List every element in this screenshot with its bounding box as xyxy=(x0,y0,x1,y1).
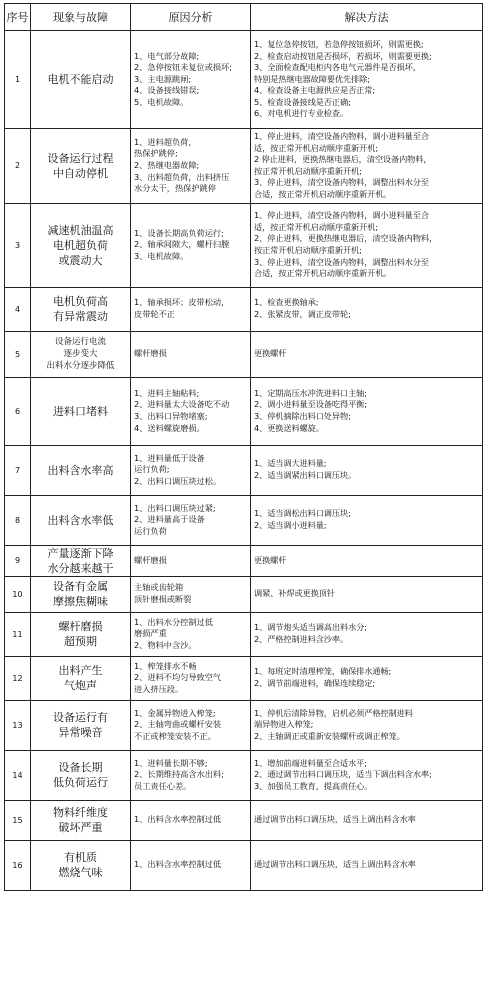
row-number: 2 xyxy=(5,129,31,204)
cause-cell: 螺杆磨损 xyxy=(131,545,251,576)
header-solution: 解决方法 xyxy=(251,4,483,31)
solution-cell: 更换螺杆 xyxy=(251,331,483,377)
solution-cell: 1、复位急停按钮，若急停按钮损坏，则需更换; 2、检查启动按钮是否损坏，若损坏，则需要更换; 3、全面检查配电柜内各电气元器件是否损坏， 特别是热继电器故障要优先排除; 4、检查设备主电源供应是否正常; 5、检查设备接线是否正确; 6、对电机进行专业检查。 xyxy=(251,31,483,129)
row-number: 12 xyxy=(5,656,31,700)
row-number: 4 xyxy=(5,287,31,331)
solution-cell: 通过调节出料口调压块，适当上调出料含水率 xyxy=(251,840,483,890)
cause-cell: 1、电气部分故障; 2、急停按钮未复位或损坏; 3、主电源跳闸; 4、设备接线错误; 5、电机故障。 xyxy=(131,31,251,129)
row-number: 1 xyxy=(5,31,31,129)
solution-cell: 1、停机后清除异物，启机必须严格控制进料 端异物进入榨笼; 2、主轴调正或重新安装螺杆或调正榨笼。 xyxy=(251,700,483,750)
symptom-cell: 电机负荷高 有异常震动 xyxy=(31,287,131,331)
table-row xyxy=(5,287,483,331)
cause-cell: 1、进料量长期不够; 2、长期维持高含水出料; 员工责任心差。 xyxy=(131,750,251,800)
table-row xyxy=(5,800,483,840)
row-number: 14 xyxy=(5,750,31,800)
symptom-cell: 减速机油温高 电机超负荷 或震动大 xyxy=(31,203,131,287)
cause-cell: 1、进料主轴粘料; 2、进料量太大设备吃不动 3、出料口异物堵塞; 4、送料螺旋磨损。 xyxy=(131,377,251,445)
symptom-cell: 出料含水率低 xyxy=(31,495,131,545)
row-number: 8 xyxy=(5,495,31,545)
symptom-cell: 设备运行电流 逐步变大 出料水分逐步降低 xyxy=(31,331,131,377)
cause-cell: 1、金属异物进入榨笼; 2、主轴弯曲或螺杆安装 不正或榨笼安装不正。 xyxy=(131,700,251,750)
cause-cell: 螺杆磨损 xyxy=(131,331,251,377)
symptom-cell: 出料含水率高 xyxy=(31,445,131,495)
table-row xyxy=(5,445,483,495)
header-row xyxy=(5,4,483,31)
table-row xyxy=(5,129,483,204)
header-cause: 原因分析 xyxy=(131,4,251,31)
table-row xyxy=(5,840,483,890)
solution-cell: 1、适当调大进料量; 2、适当调紧出料口调压块。 xyxy=(251,445,483,495)
symptom-cell: 产量逐渐下降 水分越来越干 xyxy=(31,545,131,576)
symptom-cell: 出料产生 气炮声 xyxy=(31,656,131,700)
table-row xyxy=(5,656,483,700)
row-number: 15 xyxy=(5,800,31,840)
solution-cell: 通过调节出料口调压块，适当上调出料含水率 xyxy=(251,800,483,840)
row-number: 9 xyxy=(5,545,31,576)
row-number: 5 xyxy=(5,331,31,377)
symptom-cell: 有机质 燃烧气味 xyxy=(31,840,131,890)
solution-cell: 1、停止进料，清空设备内物料，调小进料量至合 适，按正常开机启动顺序重新开机; 2、停止进料，更换热继电器后，清空设备内物料， 按正常开机启动顺序重新开机; 3、停止进料，清空设备内物料，调整出料水分至 合适，按正常开机启动顺序重新开机。 xyxy=(251,203,483,287)
symptom-cell: 物料纤维度 破坏严重 xyxy=(31,800,131,840)
table-row xyxy=(5,495,483,545)
header-symptom: 现象与故障 xyxy=(31,4,131,31)
cause-cell: 1、出料含水率控制过低 xyxy=(131,800,251,840)
table-row xyxy=(5,331,483,377)
cause-cell: 1、进料超负荷， 热保护跳停; 2、热继电器故障; 3、出料超负荷，出料挤压 水分太干，热保护跳停 xyxy=(131,129,251,204)
solution-cell: 1、调节炮头适当调高出料水分; 2、严格控制进料含沙率。 xyxy=(251,612,483,656)
table-row xyxy=(5,750,483,800)
symptom-cell: 螺杆磨损 超预期 xyxy=(31,612,131,656)
header-num: 序号 xyxy=(5,4,31,31)
row-number: 3 xyxy=(5,203,31,287)
cause-cell: 1、设备长期高负荷运行; 2、轴承间隙大，螺杆扫膛 3、电机故障。 xyxy=(131,203,251,287)
cause-cell: 1、榨笼排水不畅 2、进料不均匀导致空气 进入挤压段。 xyxy=(131,656,251,700)
table-row xyxy=(5,700,483,750)
table-row xyxy=(5,612,483,656)
symptom-cell: 进料口堵料 xyxy=(31,377,131,445)
row-number: 7 xyxy=(5,445,31,495)
solution-cell: 1、停止进料，清空设备内物料，调小进料量至合 适，按正常开机启动顺序重新开机; 2 停止进料，更换热继电器后，清空设备内物料， 按正常开机启动顺序重新开机; 3、停止进料，清空设备内物料，调整出料水分至 合适，按正常开机启动顺序重新开机。 xyxy=(251,129,483,204)
row-number: 11 xyxy=(5,612,31,656)
cause-cell: 1、出料口调压块过紧; 2、进料量高于设备 运行负荷 xyxy=(131,495,251,545)
solution-cell: 1、增加前端进料量至合适水平; 2、通过调节出料口调压块，适当下调出料含水率; 3、加强员工教育，提高责任心。 xyxy=(251,750,483,800)
solution-cell: 1、适当调松出料口调压块; 2、适当调小进料量; xyxy=(251,495,483,545)
cause-cell: 1、出料含水率控制过低 xyxy=(131,840,251,890)
table-row xyxy=(5,377,483,445)
solution-cell: 更换螺杆 xyxy=(251,545,483,576)
table-row xyxy=(5,203,483,287)
row-number: 6 xyxy=(5,377,31,445)
symptom-cell: 设备运行过程 中自动停机 xyxy=(31,129,131,204)
table-row xyxy=(5,31,483,129)
symptom-cell: 电机不能启动 xyxy=(31,31,131,129)
solution-cell: 1、检查更换轴承; 2、张紧皮带，调正皮带轮; xyxy=(251,287,483,331)
row-number: 10 xyxy=(5,576,31,612)
cause-cell: 1、轴承损坏；皮带松动， 皮带轮不正 xyxy=(131,287,251,331)
cause-cell: 1、进料量低于设备 运行负荷; 2、出料口调压块过松。 xyxy=(131,445,251,495)
row-number: 13 xyxy=(5,700,31,750)
symptom-cell: 设备有金属 摩擦焦糊味 xyxy=(31,576,131,612)
solution-cell: 1、每班定时清理榨笼，确保排水通畅; 2、调节前端进料，确保连续稳定; xyxy=(251,656,483,700)
table-row xyxy=(5,545,483,576)
cause-cell: 1、出料水分控制过低 磨损严重 2、物料中含沙。 xyxy=(131,612,251,656)
symptom-cell: 设备长期 低负荷运行 xyxy=(31,750,131,800)
solution-cell: 调紧、补焊或更换顶针 xyxy=(251,576,483,612)
row-number: 16 xyxy=(5,840,31,890)
solution-cell: 1、定期高压水冲洗进料口主轴; 2、调小进料量至设备吃得平衡; 3、停机摘除出料口处异物; 4、更换送料螺旋。 xyxy=(251,377,483,445)
cause-cell: 主轴或齿轮箱 顶针磨损或断裂 xyxy=(131,576,251,612)
fault-table xyxy=(4,3,483,891)
table-row xyxy=(5,576,483,612)
symptom-cell: 设备运行有 异常噪音 xyxy=(31,700,131,750)
